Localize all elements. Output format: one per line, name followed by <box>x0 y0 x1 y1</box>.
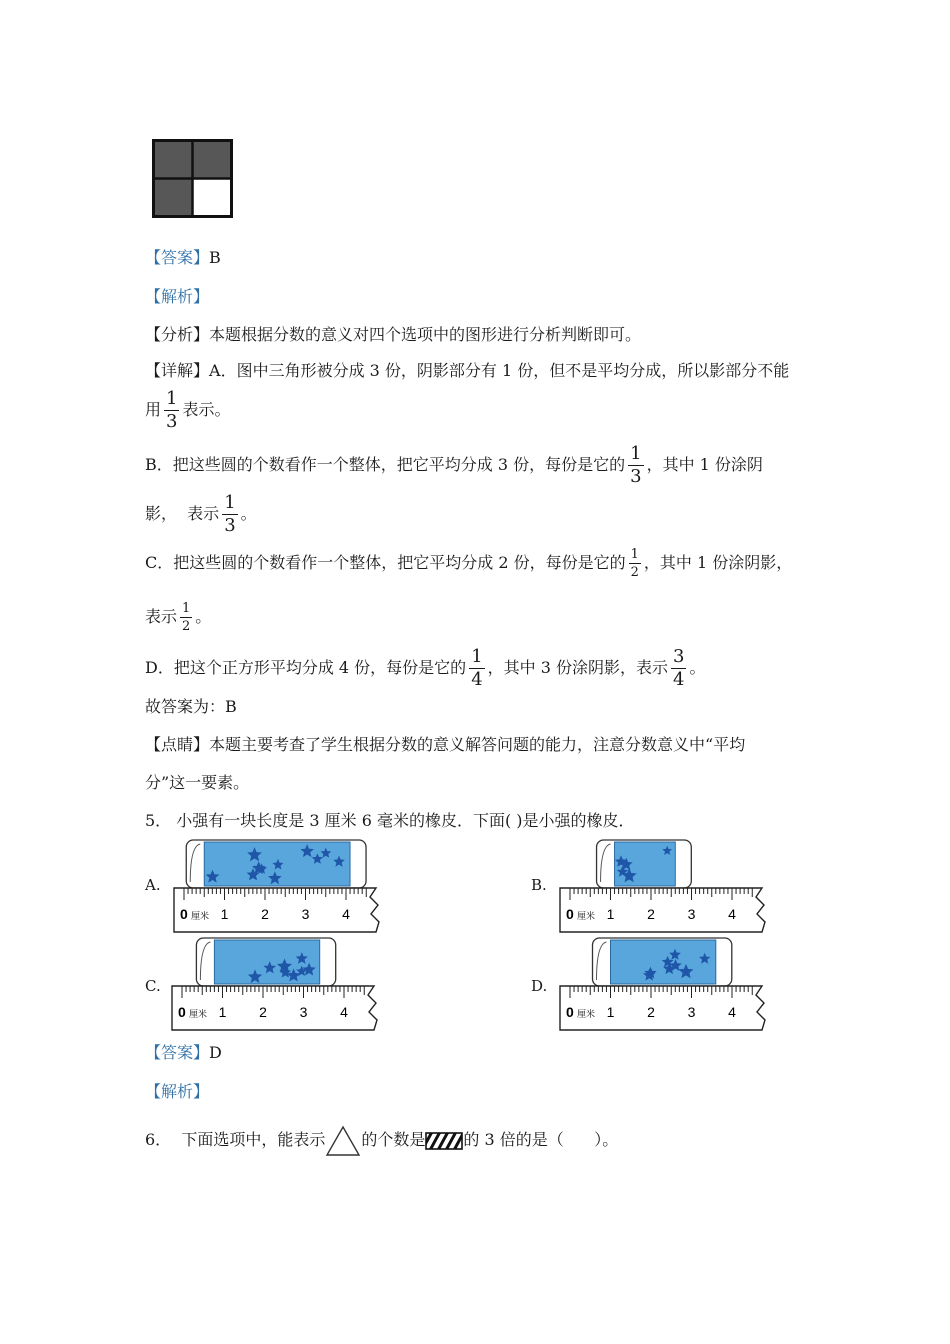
square-part-top-right <box>193 141 232 179</box>
ruler-tick-label: 4 <box>728 906 736 922</box>
fraction-one-half: $\frac{1}{2}$ <box>182 601 191 634</box>
ruler-unit-label: 厘米 <box>577 1010 596 1020</box>
q4-detail-c-line2 <box>145 602 211 633</box>
eraser <box>186 840 366 888</box>
fraction-one-third: $\frac{1}{3}$ <box>224 492 236 536</box>
q4-detail-b-line1 <box>145 445 763 486</box>
q4-detail-d-line <box>145 648 705 689</box>
ruler-tick-label: 4 <box>728 1004 736 1020</box>
detail-a-pre: 用 <box>145 400 162 419</box>
option-d-figure[interactable] <box>558 936 778 1032</box>
q4-detail-b-line2 <box>145 494 257 535</box>
ruler-tick-label: 2 <box>259 1004 267 1020</box>
detail-a-text: A．图中三角形被分成 3 份，阴影部分有 1 份，但不是平均分成，所以影部分不能 <box>209 361 790 380</box>
option-d-label: D. <box>531 977 548 995</box>
ruler-tick-label: 1 <box>218 1004 227 1020</box>
ruler-tick-label: 3 <box>687 906 696 922</box>
answer-tag: 【答案】 <box>145 248 210 267</box>
fraction-one-quarter: $\frac{1}{4}$ <box>471 646 483 690</box>
square-part-top-left <box>154 141 193 179</box>
fraction-one-half: $\frac{1}{2}$ <box>630 547 639 580</box>
detail-c-pre: C．把这些圆的个数看作一个整体，把它平均分成 2 份，每份是它的 <box>145 553 626 572</box>
q6-text-post: 的 3 倍的是（ ）。 <box>463 1130 619 1149</box>
detail-c-post: ，其中 1 份涂阴影， <box>643 553 793 572</box>
option-c-label: C. <box>145 977 161 995</box>
ruler-zero-label: 0 <box>566 906 574 922</box>
triangle-icon <box>325 1125 361 1157</box>
analysis-text: 本题根据分数的意义对四个选项中的图形进行分析判断即可。 <box>209 325 642 344</box>
q4-detail-c-line1 <box>145 548 792 579</box>
q4-answer-line <box>145 247 221 269</box>
explain-tag: 【解析】 <box>145 1082 210 1101</box>
detail-c2-pre: 表示 <box>145 607 178 626</box>
analysis-tag: 【分析】 <box>145 325 210 344</box>
q5-explain-line <box>145 1081 209 1103</box>
ruler-tick-label: 2 <box>647 906 655 922</box>
ruler <box>560 986 765 1030</box>
detail-d-pre: D．把这个正方形平均分成 4 份，每份是它的 <box>145 658 467 677</box>
option-b-figure[interactable] <box>558 838 778 934</box>
answer-tag: 【答案】 <box>145 1043 210 1062</box>
comment-tag: 【点睛】 <box>145 735 210 754</box>
explain-tag: 【解析】 <box>145 287 210 306</box>
fraction-one-third: $\frac{1}{3}$ <box>166 388 178 432</box>
detail-d-post: 。 <box>689 658 706 677</box>
ruler-tick-label: 3 <box>687 1004 696 1020</box>
eraser <box>196 938 335 986</box>
detail-tag: 【详解】 <box>145 361 210 380</box>
eraser <box>593 938 732 986</box>
fraction-one-third: $\frac{1}{3}$ <box>630 443 642 487</box>
q4-analysis-line <box>145 324 641 346</box>
fraction-three-quarters: $\frac{3}{4}$ <box>673 646 685 690</box>
q4-conclusion: 故答案为：B <box>145 697 237 716</box>
ruler-tick-label: 3 <box>301 906 310 922</box>
square-part-bottom-right <box>193 179 232 217</box>
ruler-tick-label: 1 <box>606 906 615 922</box>
comment-text-1: 本题主要考查了学生根据分数的意义解答问题的能力，注意分数意义中“平均 <box>209 735 746 754</box>
ruler-zero-label: 0 <box>566 1004 574 1020</box>
ruler <box>560 888 765 932</box>
ruler-tick-label: 2 <box>647 1004 655 1020</box>
ruler-tick-label: 3 <box>299 1004 308 1020</box>
ruler-zero-label: 0 <box>180 906 188 922</box>
quarter-square-figure <box>152 139 234 219</box>
q6-text-mid: 的个数是 <box>361 1130 426 1149</box>
q6-question <box>145 1122 618 1158</box>
detail-c2-post: 。 <box>195 607 212 626</box>
q4-comment-line1 <box>145 734 745 756</box>
ruler-unit-label: 厘米 <box>191 912 210 922</box>
detail-b2-pre: 影， 表示 <box>145 504 220 523</box>
detail-d-mid: ，其中 3 份涂阴影，表示 <box>487 658 668 677</box>
ruler-zero-label: 0 <box>178 1004 186 1020</box>
answer-value: D <box>209 1043 222 1062</box>
option-a-label: A. <box>145 876 161 894</box>
hatched-rectangle-icon <box>425 1132 463 1150</box>
ruler-tick-label: 2 <box>261 906 269 922</box>
option-c-figure[interactable] <box>170 936 390 1032</box>
ruler-tick-label: 1 <box>220 906 229 922</box>
q4-detail-a-line1 <box>145 360 789 382</box>
option-a-figure[interactable] <box>170 838 390 934</box>
option-b-label: B. <box>531 876 547 894</box>
q5-question: 5． 小强有一块长度是 3 厘米 6 毫米的橡皮．下面( )是小强的橡皮． <box>145 811 635 830</box>
square-part-bottom-left <box>154 179 193 217</box>
q4-comment-line2: 分”这一要素。 <box>145 773 250 792</box>
detail-b2-post: 。 <box>240 504 257 523</box>
ruler-tick-label: 4 <box>340 1004 348 1020</box>
eraser <box>597 840 692 888</box>
detail-a-post: 表示。 <box>182 400 231 419</box>
q4-explain-line <box>145 286 209 308</box>
q5-answer-line <box>145 1042 222 1064</box>
answer-value: B <box>209 248 221 267</box>
detail-b-pre: B．把这些圆的个数看作一个整体，把它平均分成 3 份，每份是它的 <box>145 455 626 474</box>
ruler-tick-label: 1 <box>606 1004 615 1020</box>
ruler <box>172 986 377 1030</box>
q6-text-pre: 6． 下面选项中，能表示 <box>145 1130 326 1149</box>
ruler-unit-label: 厘米 <box>189 1010 208 1020</box>
q4-detail-a-line2 <box>145 390 230 431</box>
ruler-unit-label: 厘米 <box>577 912 596 922</box>
detail-b-post: ，其中 1 份涂阴 <box>646 455 763 474</box>
ruler <box>174 888 379 932</box>
ruler-tick-label: 4 <box>342 906 350 922</box>
